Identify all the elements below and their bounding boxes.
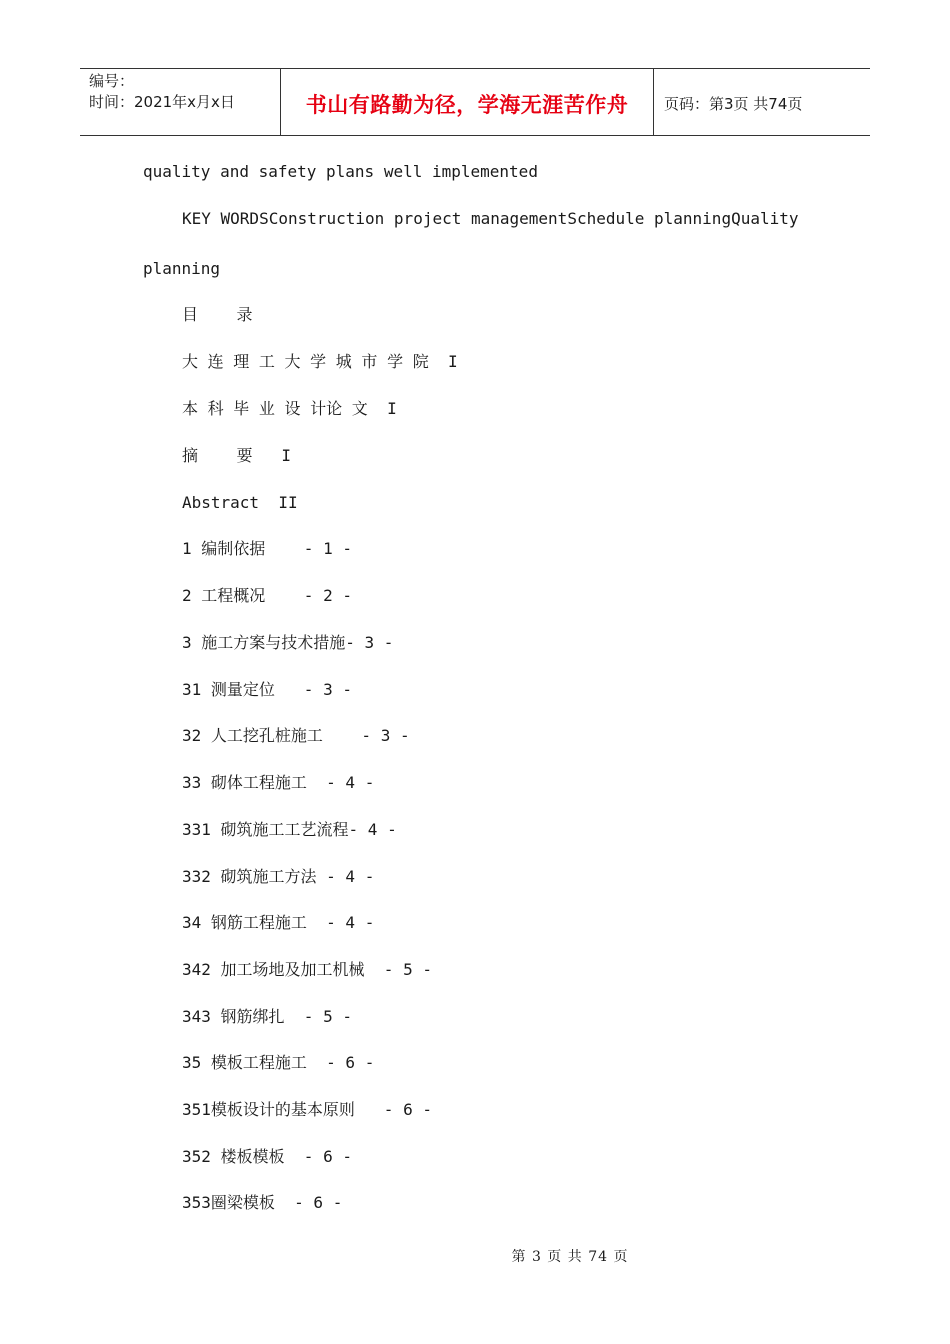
document-date: 时间：2021年x月x日 [89, 93, 235, 111]
toc-item: Abstract II [182, 493, 298, 512]
toc-item: 3 施工方案与技术措施- 3 - [182, 633, 394, 652]
toc-item: 342 加工场地及加工机械 - 5 - [182, 960, 432, 979]
toc-item: 34 钢筋工程施工 - 4 - [182, 913, 375, 932]
toc-item: 大 连 理 工 大 学 城 市 学 院 I [182, 352, 458, 371]
toc-item: 343 钢筋绑扎 - 5 - [182, 1007, 352, 1026]
document-code-label: 编号： [89, 72, 135, 90]
toc-item: 本 科 毕 业 设 计论 文 I [182, 399, 397, 418]
toc-item: 351模板设计的基本原则 - 6 - [182, 1100, 432, 1119]
toc-item: 1 编制依据 - 1 - [182, 539, 352, 558]
toc-item: 2 工程概况 - 2 - [182, 586, 352, 605]
toc-item: 32 人工挖孔桩施工 - 3 - [182, 726, 410, 745]
toc-item: 332 砌筑施工方法 - 4 - [182, 867, 375, 886]
toc-item: 35 模板工程施工 - 6 - [182, 1053, 375, 1072]
body-line: planning [143, 259, 221, 278]
toc-item: 33 砌体工程施工 - 4 - [182, 773, 375, 792]
toc-item: 31 测量定位 - 3 - [182, 680, 352, 699]
toc-item: 352 楼板模板 - 6 - [182, 1147, 352, 1166]
header-page-info: 页码：第3页 共74页 [664, 94, 803, 113]
header-meta [80, 69, 281, 135]
document-header [80, 68, 870, 136]
toc-item: 353圈梁模板 - 6 - [182, 1193, 343, 1212]
body-line: quality and safety plans well implemented [143, 162, 538, 181]
page-footer: 第 3 页 共 74 页 [511, 1249, 629, 1265]
toc-item: 331 砌筑施工工艺流程- 4 - [182, 820, 397, 839]
header-motto: 书山有路勤为径，学海无涯苦作舟 [281, 69, 654, 135]
toc-item: 摘 要 I [182, 446, 292, 465]
keywords-line: KEY WORDSConstruction project managementSchedule planningQuality [182, 209, 799, 228]
toc-heading: 目 录 [182, 305, 253, 324]
